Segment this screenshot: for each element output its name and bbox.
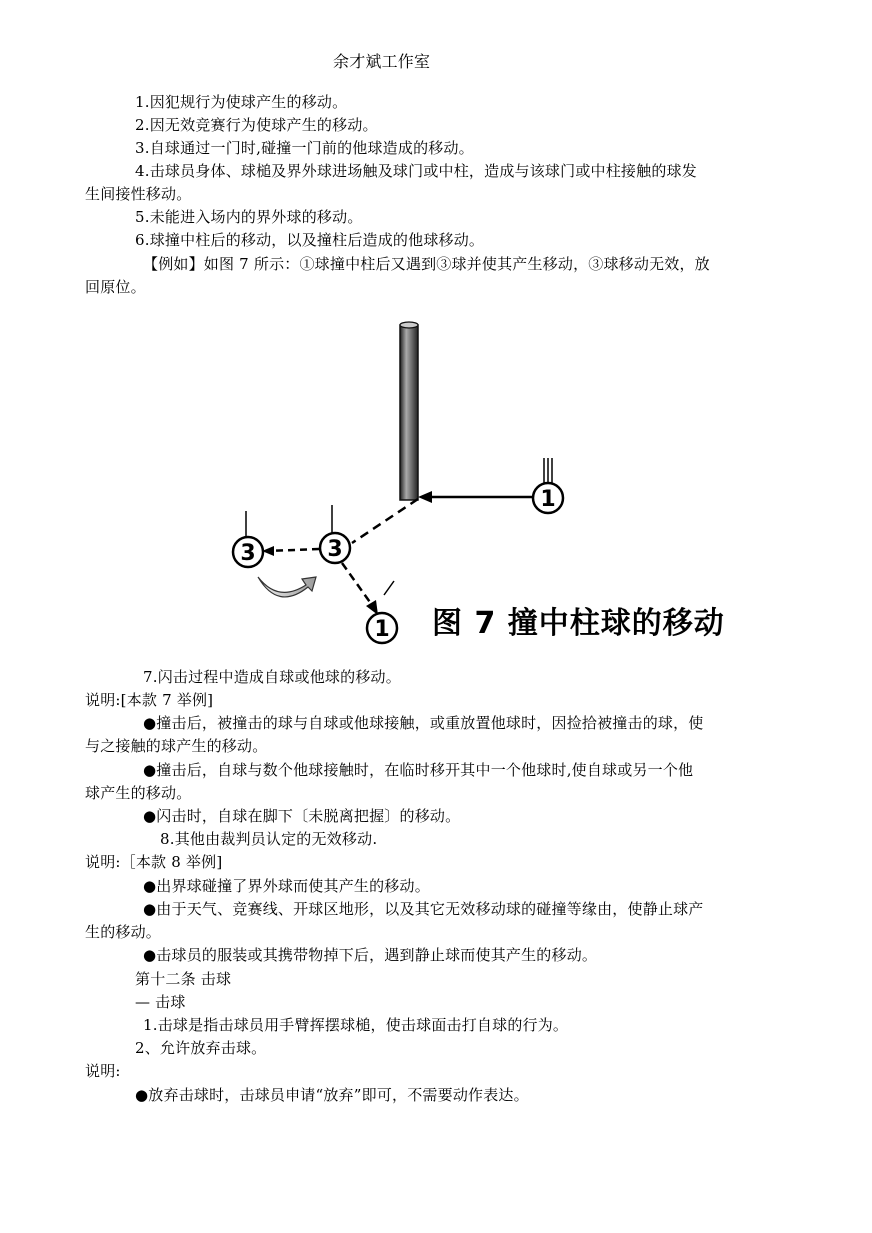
svg-text:3: 3 [327, 537, 343, 562]
figure-7 [220, 315, 725, 660]
article-12-item-2: 2、允许放弃击球。 [135, 1039, 267, 1057]
note-bullet-4: ●出界球碰撞了界外球而使其产生的移动。 [143, 877, 430, 895]
rule-item-3: 3.自球通过一门时,碰撞一门前的他球造成的移动。 [135, 139, 474, 157]
rule-item-1: 1.因犯规行为使球产生的移动。 [135, 93, 348, 111]
note-bullet-3: ●闪击时，自球在脚下〔未脱离把握〕的移动。 [143, 807, 461, 825]
rule-item-4: 4.击球员身体、球槌及界外球进场触及球门或中柱，造成与该球门或中柱接触的球发 [135, 162, 697, 180]
rule-item-5: 5.未能进入场内的界外球的移动。 [135, 208, 363, 226]
note-bullet-7: ●放弃击球时，击球员申请“放弃”即可，不需要动作表达。 [135, 1086, 529, 1104]
figure-caption: 图 7 撞中柱球的移动 [432, 606, 725, 641]
ball-3-left [233, 511, 263, 567]
svg-text:1: 1 [540, 487, 556, 512]
ball-1-start [533, 458, 563, 513]
rule-item-6: 6.球撞中柱后的移动，以及撞柱后造成的他球移动。 [135, 231, 485, 249]
rule-item-8: 8.其他由裁判员认定的无效移动. [160, 830, 378, 848]
rule-item-7: 7.闪击过程中造成自球或他球的移动。 [143, 668, 401, 686]
ball-3-middle [320, 505, 350, 563]
deflection-path [352, 499, 418, 543]
note-bullet-2-cont: 球产生的移动。 [85, 784, 192, 802]
note-bullet-6: ●击球员的服装或其携带物掉下后，遇到静止球而使其产生的移动。 [143, 946, 598, 964]
note-label: 说明: [85, 1062, 121, 1080]
ball3-path [268, 549, 319, 551]
ball1-final-path [342, 563, 372, 605]
note-bullet-2: ●撞击后，自球与数个他球接触时，在临时移开其中一个他球时,使自球或另一个他 [143, 761, 694, 779]
page-header: 余才斌工作室 [333, 52, 431, 71]
svg-text:1: 1 [374, 617, 390, 642]
svg-text:3: 3 [240, 541, 256, 566]
arrow-head [366, 600, 378, 615]
example-text-cont: 回原位。 [85, 278, 146, 296]
example-text: 【例如】如图 7 所示：①球撞中柱后又遇到③球并使其产生移动，③球移动无效，放 [143, 255, 710, 273]
arrow-head [418, 491, 432, 503]
note-bullet-1-cont: 与之接触的球产生的移动。 [85, 737, 268, 755]
center-stake [400, 322, 418, 500]
note-bullet-5: ●由于天气、竞赛线、开球区地形，以及其它无效移动球的碰撞等缘由，使静止球产 [143, 900, 704, 918]
note-label-8: 说明:［本款 8 举例] [85, 853, 223, 871]
section-heading: — 击球 [135, 993, 186, 1011]
rule-item-2: 2.因无效竞赛行为使球产生的移动。 [135, 116, 378, 134]
ball-1-final [367, 581, 397, 643]
note-bullet-1: ●撞击后，被撞击的球与自球或他球接触，或重放置他球时，因捡拾被撞击的球，使 [143, 714, 704, 732]
note-bullet-5-cont: 生的移动。 [85, 923, 162, 941]
article-12-item-1: 1.击球是指击球员用手臂挥摆球槌，使击球面击打自球的行为。 [143, 1016, 569, 1034]
return-arrow-icon [258, 577, 316, 597]
note-label-7: 说明:[本款 7 举例] [85, 691, 214, 709]
rule-item-4-cont: 生间接性移动。 [85, 185, 192, 203]
article-12-title: 第十二条 击球 [135, 970, 232, 988]
